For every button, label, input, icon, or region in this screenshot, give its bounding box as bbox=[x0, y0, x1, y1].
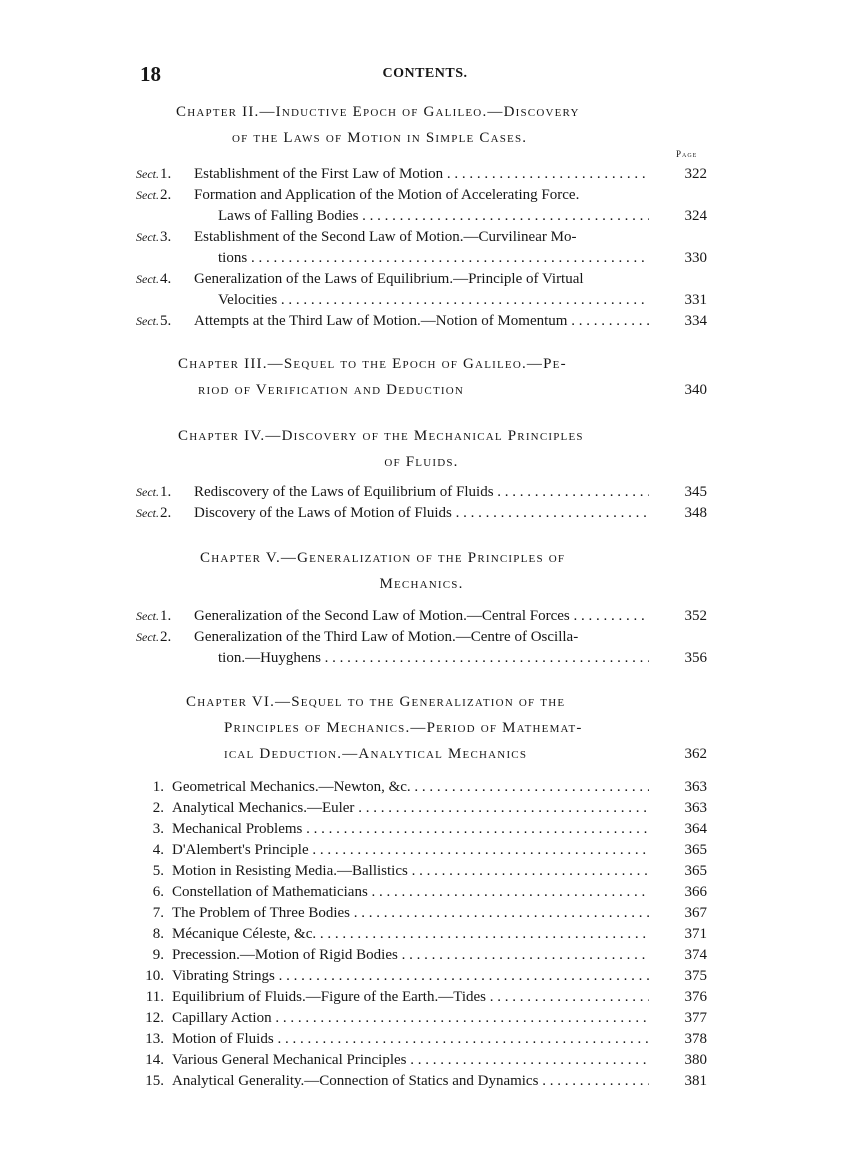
chapter-3-line-1: Chapter III.—Sequel to the Epoch of Galileo.—Pe- bbox=[178, 356, 567, 372]
toc-entry[interactable] bbox=[136, 268, 707, 290]
entry-page: 345 bbox=[684, 484, 707, 500]
entry-page: 367 bbox=[684, 905, 707, 921]
item-number: 12. bbox=[145, 1010, 164, 1026]
item-number: 9. bbox=[152, 947, 164, 963]
item-number: 13. bbox=[145, 1031, 164, 1047]
page-number: 18 bbox=[140, 62, 161, 86]
entry-title: Vibrating Strings . . . bbox=[172, 965, 649, 987]
sect-number: 5. bbox=[160, 313, 172, 329]
entry-title: Capillary Action . . . bbox=[172, 1007, 649, 1029]
chapter-2-line-1: Chapter II.—Inductive Epoch of Galileo.—Discovery bbox=[176, 104, 580, 120]
sect-label: Sect. bbox=[136, 230, 159, 244]
entry-page: 377 bbox=[684, 1010, 707, 1026]
entry-page: 365 bbox=[684, 842, 707, 858]
entry-title: Laws of Falling Bodies . . . bbox=[218, 205, 649, 227]
list-item[interactable] bbox=[136, 881, 707, 903]
item-number: 5. bbox=[152, 863, 164, 879]
list-item[interactable] bbox=[136, 776, 707, 798]
list-item[interactable] bbox=[136, 1070, 707, 1092]
entry-page: 356 bbox=[684, 650, 707, 666]
list-item[interactable] bbox=[136, 1007, 707, 1029]
item-number: 8. bbox=[152, 926, 164, 942]
toc-entry[interactable] bbox=[136, 605, 707, 627]
chapter-6-line-2: Principles of Mechanics.—Period of Mathemat- bbox=[224, 720, 583, 736]
sect-label: Sect. bbox=[136, 188, 159, 202]
sect-label: Sect. bbox=[136, 314, 159, 328]
sect-label: Sect. bbox=[136, 609, 159, 623]
entry-title: Mechanical Problems . . . bbox=[172, 818, 649, 840]
entry-title: Various General Mechanical Principles . . . bbox=[172, 1049, 649, 1071]
entry-page: 324 bbox=[684, 208, 707, 224]
list-item[interactable] bbox=[136, 797, 707, 819]
page-column-head: Page bbox=[676, 149, 698, 159]
sect-number: 1. bbox=[160, 608, 172, 624]
toc-entry[interactable] bbox=[136, 481, 707, 503]
entry-title: Equilibrium of Fluids.—Figure of the Earth.—Tides . . . bbox=[172, 986, 649, 1008]
chapter-5-heading bbox=[136, 550, 707, 600]
list-item[interactable] bbox=[136, 902, 707, 924]
entry-title: Rediscovery of the Laws of Equilibrium of Fluids . . . bbox=[194, 481, 649, 503]
entry-title: Generalization of the Third Law of Motion.—Centre of Oscilla- bbox=[194, 629, 579, 645]
item-number: 10. bbox=[145, 968, 164, 984]
chapter-6-line-3: ical Deduction.—Analytical Mechanics bbox=[224, 746, 528, 762]
chapter-3-heading[interactable] bbox=[136, 356, 707, 406]
entry-page: 330 bbox=[684, 250, 707, 266]
sect-number: 3. bbox=[160, 229, 172, 245]
entry-title: Motion in Resisting Media.—Ballistics . . . bbox=[172, 860, 649, 882]
toc-entry[interactable] bbox=[136, 163, 707, 185]
sect-label: Sect. bbox=[136, 630, 159, 644]
entry-title: Velocities . . . bbox=[218, 289, 649, 311]
entry-title: Precession.—Motion of Rigid Bodies . . . bbox=[172, 944, 649, 966]
item-number: 6. bbox=[152, 884, 164, 900]
list-item[interactable] bbox=[136, 839, 707, 861]
toc-entry[interactable] bbox=[136, 626, 707, 648]
sect-number: 4. bbox=[160, 271, 172, 287]
toc-entry-continued[interactable] bbox=[136, 247, 707, 269]
chapter-4-line-2: of Fluids. bbox=[384, 454, 459, 470]
chapter-2-line-2: of the Laws of Motion in Simple Cases. bbox=[232, 130, 528, 146]
list-item[interactable] bbox=[136, 965, 707, 987]
entry-title: Analytical Generality.—Connection of Statics and Dynamics . . . bbox=[172, 1070, 649, 1092]
entry-page: 322 bbox=[684, 166, 707, 182]
entry-page: 375 bbox=[684, 968, 707, 984]
chapter-5-line-2: Mechanics. bbox=[379, 576, 464, 592]
sect-number: 2. bbox=[160, 187, 172, 203]
sect-number: 1. bbox=[160, 484, 172, 500]
toc-entry[interactable] bbox=[136, 502, 707, 524]
entry-title: Generalization of the Laws of Equilibrium.—Principle of Virtual bbox=[194, 271, 584, 287]
entry-title: tion.—Huyghens . . . bbox=[218, 647, 649, 669]
entry-page: 364 bbox=[684, 821, 707, 837]
toc-entry[interactable] bbox=[136, 310, 707, 332]
entry-page: 374 bbox=[684, 947, 707, 963]
sect-number: 2. bbox=[160, 505, 172, 521]
entry-page: 366 bbox=[684, 884, 707, 900]
entry-title: Attempts at the Third Law of Motion.—Notion of Momentum . . . bbox=[194, 310, 649, 332]
entry-title: Mécanique Céleste, &c. . . . bbox=[172, 923, 649, 945]
entry-page: 371 bbox=[684, 926, 707, 942]
running-head: CONTENTS. bbox=[382, 66, 468, 81]
item-number: 4. bbox=[152, 842, 164, 858]
toc-entry[interactable] bbox=[136, 226, 707, 248]
entry-page: 378 bbox=[684, 1031, 707, 1047]
toc-entry-continued[interactable] bbox=[136, 205, 707, 227]
sect-label: Sect. bbox=[136, 485, 159, 499]
list-item[interactable] bbox=[136, 944, 707, 966]
entry-page: 363 bbox=[684, 800, 707, 816]
item-number: 7. bbox=[152, 905, 164, 921]
chapter-5-line-1: Chapter V.—Generalization of the Principles of bbox=[200, 550, 566, 566]
entry-page: 381 bbox=[684, 1073, 707, 1089]
entry-page: 348 bbox=[684, 505, 707, 521]
chapter-3-line-2: riod of Verification and Deduction bbox=[198, 382, 465, 398]
entry-title: Constellation of Mathematicians . . . bbox=[172, 881, 649, 903]
chapter-6-line-1: Chapter VI.—Sequel to the Generalization of the bbox=[186, 694, 566, 710]
item-number: 15. bbox=[145, 1073, 164, 1089]
sect-label: Sect. bbox=[136, 506, 159, 520]
entry-title: Motion of Fluids . . . bbox=[172, 1028, 649, 1050]
chapter-3-page: 340 bbox=[684, 382, 707, 398]
entry-title: Formation and Application of the Motion of Accelerating Force. bbox=[194, 187, 580, 203]
chapter-4-heading bbox=[136, 428, 707, 478]
entry-title: tions . . . bbox=[218, 247, 649, 269]
entry-title: Establishment of the Second Law of Motion.—Curvilinear Mo- bbox=[194, 229, 577, 245]
item-number: 1. bbox=[152, 779, 164, 795]
entry-page: 331 bbox=[684, 292, 707, 308]
entry-page: 334 bbox=[684, 313, 707, 329]
chapter-4-line-1: Chapter IV.—Discovery of the Mechanical Principles bbox=[178, 428, 584, 444]
entry-title: D'Alembert's Principle . . . bbox=[172, 839, 649, 861]
entry-title: Analytical Mechanics.—Euler . . . bbox=[172, 797, 649, 819]
toc-entry[interactable] bbox=[136, 184, 707, 206]
entry-page: 376 bbox=[684, 989, 707, 1005]
chapter-6-page: 362 bbox=[684, 746, 707, 762]
list-item[interactable] bbox=[136, 986, 707, 1008]
item-number: 11. bbox=[145, 989, 164, 1005]
entry-page: 363 bbox=[684, 779, 707, 795]
toc-entry-continued[interactable] bbox=[136, 289, 707, 311]
list-item[interactable] bbox=[136, 860, 707, 882]
entry-title: Discovery of the Laws of Motion of Fluids . . . bbox=[194, 502, 649, 524]
sect-number: 2. bbox=[160, 629, 172, 645]
entry-title: The Problem of Three Bodies . . . bbox=[172, 902, 649, 924]
list-item[interactable] bbox=[136, 1049, 707, 1071]
entry-title: Generalization of the Second Law of Motion.—Central Forces . . . bbox=[194, 605, 649, 627]
sect-label: Sect. bbox=[136, 167, 159, 181]
toc-entry-continued[interactable] bbox=[136, 647, 707, 669]
list-item[interactable] bbox=[136, 923, 707, 945]
sect-number: 1. bbox=[160, 166, 172, 182]
entry-page: 365 bbox=[684, 863, 707, 879]
entry-title: Geometrical Mechanics.—Newton, &c. . . . bbox=[172, 776, 649, 798]
item-number: 14. bbox=[145, 1052, 164, 1068]
list-item[interactable] bbox=[136, 1028, 707, 1050]
entry-page: 380 bbox=[684, 1052, 707, 1068]
sect-label: Sect. bbox=[136, 272, 159, 286]
entry-title: Establishment of the First Law of Motion . . . bbox=[194, 163, 649, 185]
list-item[interactable] bbox=[136, 818, 707, 840]
item-number: 2. bbox=[152, 800, 164, 816]
entry-page: 352 bbox=[684, 608, 707, 624]
item-number: 3. bbox=[152, 821, 164, 837]
chapter-6-heading[interactable] bbox=[136, 694, 707, 772]
chapter-2-heading bbox=[136, 104, 707, 154]
